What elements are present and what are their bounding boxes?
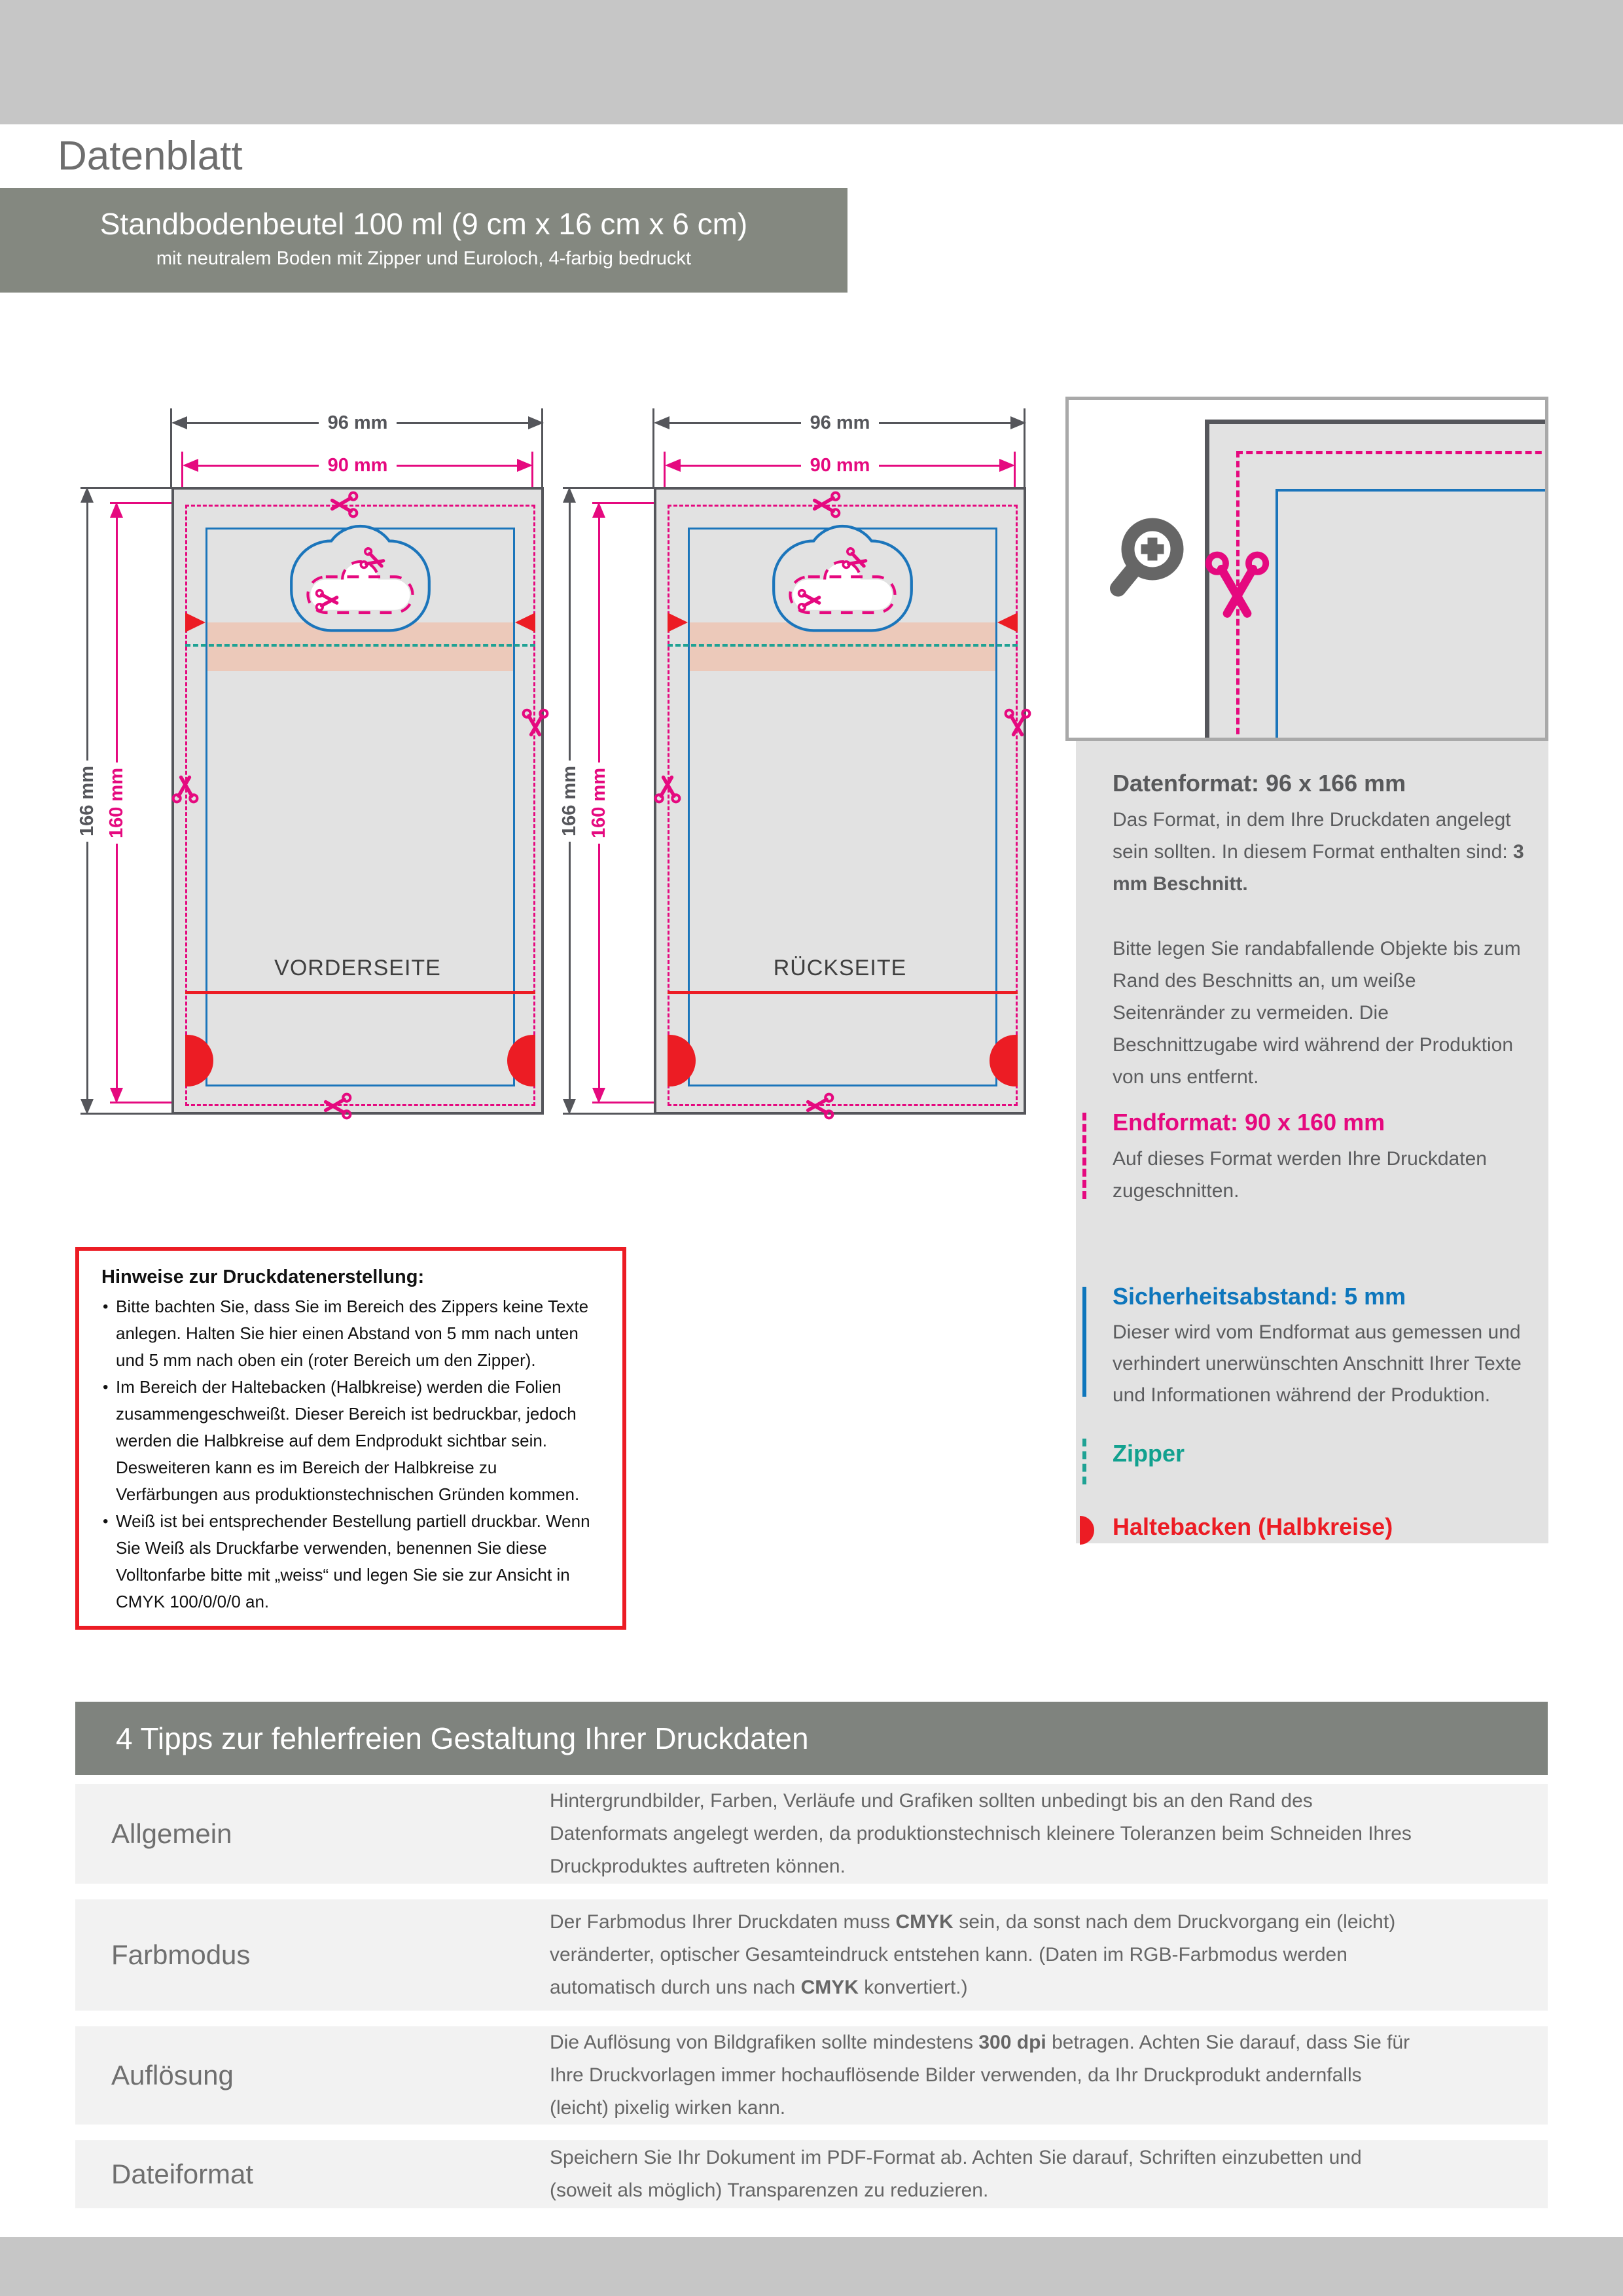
scissors-icon (330, 490, 359, 519)
back-side-label: RÜCKSEITE (773, 956, 907, 980)
scissors-icon (806, 1092, 834, 1121)
row-label: Dateiformat (111, 2159, 254, 2189)
zipper-marker (1082, 1439, 1086, 1484)
zipper-legend-label: Zipper (1113, 1440, 1185, 1467)
dim-width-inner (183, 456, 533, 475)
row-text: Hintergrundbilder, Farben, Verläufe und Grafiken sollten unbedingt bis an den Rand des Datenformats angelegt werden, da produktionstechnisch kleinere Toleranzen beim Schneiden Ihres Druckproduktes auftreten können. (550, 1790, 1412, 1877)
tipps-header-bar (75, 1702, 1548, 1775)
hinweise-list (101, 1293, 603, 1615)
scissors-icon (171, 775, 200, 804)
haltebacken-marker (1080, 1516, 1094, 1545)
row-text: Die Auflösung von Bildgrafiken sollte mindestens 300 dpi betragen. Achten Sie darauf, dass Sie für Ihre Druckvorlagen immer hochauflösende Bilder verwenden, da Ihr Druckprodukt andernfalls (leicht) pixelig wirken kann. (550, 2032, 1410, 2119)
bottom-fold-line (185, 991, 535, 994)
scissors-icon (653, 775, 682, 804)
datenformat-bleed-text: Bitte legen Sie randabfallende Objekte bis zum Rand des Beschnitts an, um weiße Seitenränder zu vermeiden. Die Beschnittzugabe wird während der Produktion von uns entfernt. (1113, 938, 1521, 1088)
tipp-row-allgemein (75, 1784, 1548, 1884)
back-diagram (545, 393, 1033, 1165)
dim-height-inner-label: 160 mm (105, 767, 127, 838)
sicherheitsabstand-text: Dieser wird vom Endformat aus gemessen und verhindert unerwünschten Anschnitt Ihrer Texte und Informationen während der Produktion. (1113, 1321, 1522, 1406)
euroloch-icon (277, 522, 443, 639)
pouch-outline-front (171, 487, 544, 1115)
row-label: Auflösung (111, 2060, 234, 2090)
hinweise-box (75, 1247, 626, 1630)
row-label: Allgemein (111, 1818, 232, 1849)
datenformat-text: Das Format, in dem Ihre Druckdaten angelegt sein sollten. In diesem Format enthalten sind: 3 mm Beschnitt. (1113, 809, 1524, 895)
endformat-text: Auf dieses Format werden Ihre Druckdaten zugeschnitten. (1113, 1148, 1487, 1202)
datenformat-heading: Datenformat: 96 x 166 mm (1113, 770, 1406, 797)
scissors-icon (1003, 708, 1032, 737)
zipper-line (668, 644, 1018, 647)
dim-height-inner (107, 502, 126, 1103)
dim-width-inner (665, 456, 1015, 475)
front-side-label: VORDERSEITE (274, 956, 441, 980)
sicherheitsabstand-heading: Sicherheitsabstand: 5 mm (1113, 1283, 1406, 1310)
safety-marker (1082, 1287, 1086, 1397)
scissors-icon (1203, 550, 1272, 619)
sheet-title-box (0, 124, 330, 188)
dim-width-inner-label: 90 mm (327, 454, 388, 476)
dim-height-outer (77, 487, 97, 1115)
top-gray-band (0, 0, 1623, 124)
tipp-row-farbmodus (75, 1899, 1548, 2011)
dim-height-outer (560, 487, 579, 1115)
scissors-icon (323, 1092, 352, 1121)
zipper-marker-left (668, 613, 688, 632)
zipper-marker-right (515, 613, 535, 632)
hinweise-heading: Hinweise zur Druckdatenerstellung: (101, 1266, 425, 1287)
dim-height-inner (589, 502, 609, 1103)
scissors-icon (812, 490, 841, 519)
row-text: Speichern Sie Ihr Dokument im PDF-Format ab. Achten Sie darauf, Schriften einzubetten und (soweit als möglich) Transparenzen zu reduzieren. (550, 2147, 1362, 2201)
zipper-line (185, 644, 535, 647)
zipper-marker-left (185, 613, 205, 632)
format-info-panel (1076, 741, 1548, 1543)
detail-safety-corner (1275, 489, 1548, 741)
endformat-heading: Endformat: 90 x 160 mm (1113, 1109, 1385, 1136)
dim-width-outer (171, 413, 544, 433)
zipper-marker-right (997, 613, 1018, 632)
endformat-marker (1082, 1113, 1086, 1199)
tipp-row-aufloesung (75, 2026, 1548, 2125)
product-title: Standbodenbeutel 100 ml (9 cm x 16 cm x 6 cm) (99, 207, 748, 241)
dim-width-outer-label: 96 mm (810, 412, 870, 433)
pouch-outline-back (654, 487, 1026, 1115)
dim-width-outer-label: 96 mm (327, 412, 388, 433)
hinweise-item: • Bitte bachten Sie, dass Sie im Bereich des Zippers keine Texte anlegen. Halten Sie hier einen Abstand von 5 mm nach unten und 5 mm nach oben ein (roter Bereich um den Zipper). (101, 1293, 603, 1374)
euroloch-icon (760, 522, 925, 639)
hinweise-item: • Im Bereich der Haltebacken (Halbkreise) werden die Folien zusammengeschweißt. Dieser Bereich ist bedruckbar, jedoch werden die Halbkreise auf dem Endprodukt sichtbar sein. Desweiteren kann es im Bereich der Halbkreise zu Verfärbungen aus produktionstechnischen Gründen kommen. (101, 1374, 603, 1508)
product-banner (0, 188, 847, 293)
front-diagram (63, 393, 550, 1165)
dim-width-outer (654, 413, 1026, 433)
magnifier-plus-icon (1107, 510, 1205, 608)
row-text: Der Farbmodus Ihrer Druckdaten muss CMYK sein, da sonst nach dem Druckvorgang ein (leicht) veränderter, optischer Gesamteindruck entstehen kann. (Daten im RGB-Farbmodus werden automatisch durch uns nach CMYK konvertiert.) (550, 1911, 1396, 1998)
dim-width-inner-label: 90 mm (810, 454, 870, 476)
bottom-gray-band (0, 2237, 1623, 2296)
bottom-fold-line (668, 991, 1018, 994)
sheet-title: Datenblatt (58, 134, 243, 179)
tipp-row-dateiformat (75, 2140, 1548, 2208)
row-label: Farbmodus (111, 1939, 251, 1970)
dim-height-inner-label: 160 mm (588, 767, 609, 838)
corner-detail-panel (1065, 397, 1548, 741)
tipps-heading: 4 Tipps zur fehlerfreien Gestaltung Ihrer Druckdaten (116, 1721, 809, 1755)
dim-height-outer-label: 166 mm (76, 765, 98, 836)
haltebacken-legend-label: Haltebacken (Halbkreise) (1113, 1513, 1393, 1540)
product-subtitle: mit neutralem Boden mit Zipper und Euroloch, 4-farbig bedruckt (156, 248, 692, 269)
hinweise-item: • Weiß ist bei entsprechender Bestellung partiell druckbar. Wenn Sie Weiß als Druckfarbe verwenden, benennen Sie diese Volltonfarbe bitte mit „weiss“ und legen Sie sie zur Ansicht in CMYK 100/0/0/0 an. (101, 1508, 603, 1615)
dim-height-outer-label: 166 mm (558, 765, 580, 836)
